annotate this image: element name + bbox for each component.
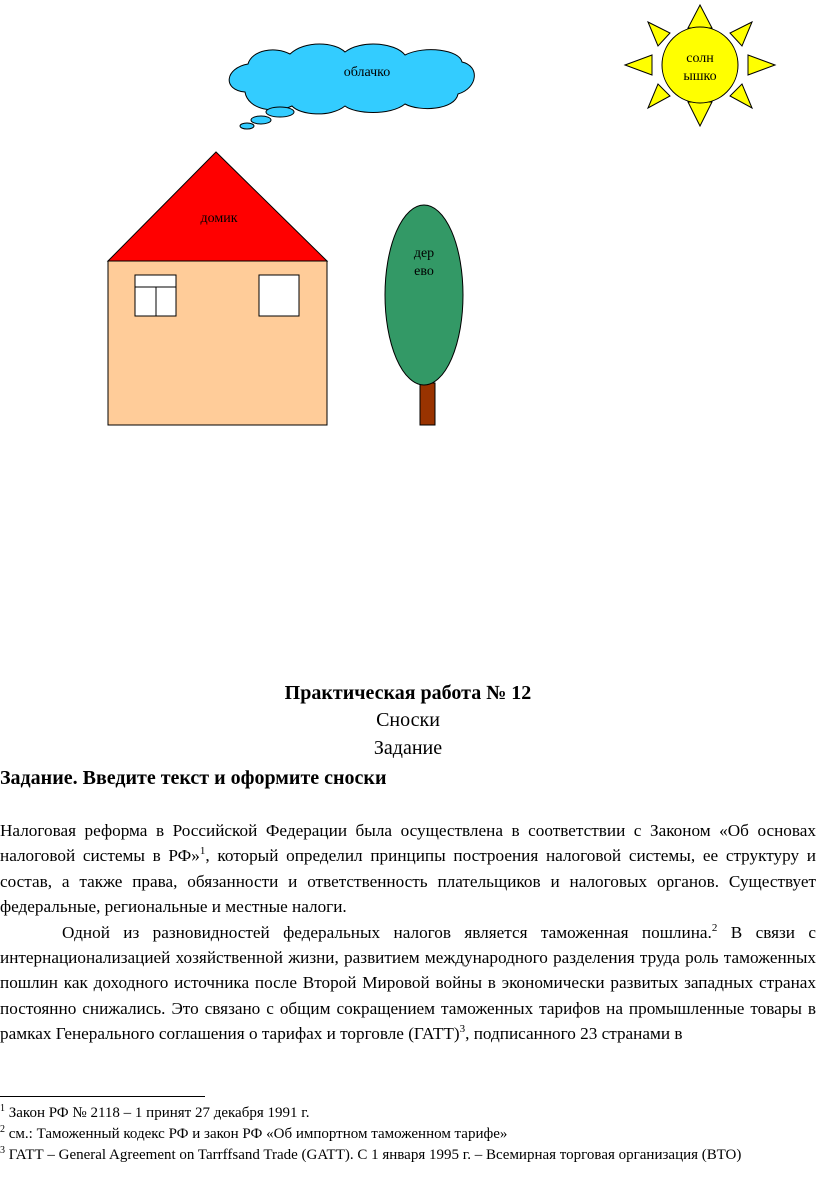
- roof-label: домик: [200, 211, 238, 226]
- tree-trunk: [420, 383, 435, 425]
- task-heading: Задание. Введите текст и оформите сноски: [0, 767, 387, 789]
- tree-label-line-2: ево: [414, 264, 434, 279]
- sun: [625, 5, 775, 126]
- page-subtitle: Сноски: [376, 709, 440, 731]
- cloud-bubble: [240, 123, 254, 129]
- footnote-item: $^2$ см.: Таможенный кодекс РФ и закон РФ «Об импортном таможенном тарифе»: [0, 1124, 508, 1142]
- tree-crown: [385, 205, 463, 385]
- sun-ray: [688, 102, 712, 126]
- house-roof: [108, 152, 327, 261]
- footnotes: [0, 1103, 816, 1166]
- footnote-ref-1[interactable]: 1: [199, 845, 206, 858]
- footnote-ref-3[interactable]: 3: [459, 1023, 466, 1036]
- house-window-right: [259, 275, 299, 316]
- cloud-bubble: [266, 107, 294, 117]
- clipart-drawing: [0, 0, 816, 440]
- sun-ray: [625, 55, 652, 75]
- sun-label-line-1: солн: [686, 51, 714, 66]
- body-text: [0, 818, 816, 1047]
- sun-label-line-2: ышко: [683, 69, 717, 84]
- tree: [385, 205, 463, 425]
- sun-ray: [748, 55, 775, 75]
- footnote-ref-2[interactable]: 2: [711, 921, 718, 934]
- cloud-bubble: [251, 116, 271, 124]
- paragraph-2: Одной из разновидностей федеральных налогов является таможенная пошлина.$^2$ В связи с интернационализацией хозяйственной жизни, развитием международного разделения труда роль таможенных пошлин как доходного источника после Второй Мировой войны в экономически развитых западных странах постоянно снижались. Это связано с общим сокращением таможенных тарифов на промышленные товары в рамках Генерального соглашения о тарифах и торговле (ГАТТ)$^3$, подписанного 23 странами в: [0, 921, 816, 1044]
- sun-ray: [730, 22, 752, 46]
- sun-ray: [648, 84, 670, 108]
- footnote-item: $^3$ ГАТТ – General Agreement on Tarrffsand Trade (GATT). С 1 января 1995 г. – Всемирная торговая организация (ВТО): [0, 1145, 742, 1163]
- sun-ray: [688, 5, 712, 28]
- footnote-separator: [0, 1096, 205, 1097]
- house: [108, 152, 327, 425]
- cloud: [229, 44, 474, 129]
- tree-label-line-1: дер: [413, 246, 435, 261]
- cloud-label: облачко: [343, 65, 391, 80]
- sun-ray: [730, 84, 752, 108]
- page-title: Практическая работа № 12: [284, 682, 532, 704]
- page-subtitle-2: Задание: [373, 737, 443, 759]
- paragraph-1: Налоговая реформа в Российской Федерации была осуществлена в соответствии с Законом «Об основах налоговой системы в РФ»$^1$, который определил принципы построения налоговой системы, ее структуру и состав, а также права, обязанности и ответственность плательщиков и налоговых органов. Существует федеральные, региональные и местные налоги.: [0, 821, 816, 917]
- footnote-item: $^1$ Закон РФ № 2118 – 1 принят 27 декабря 1991 г.: [0, 1103, 310, 1121]
- sun-ray: [648, 22, 670, 46]
